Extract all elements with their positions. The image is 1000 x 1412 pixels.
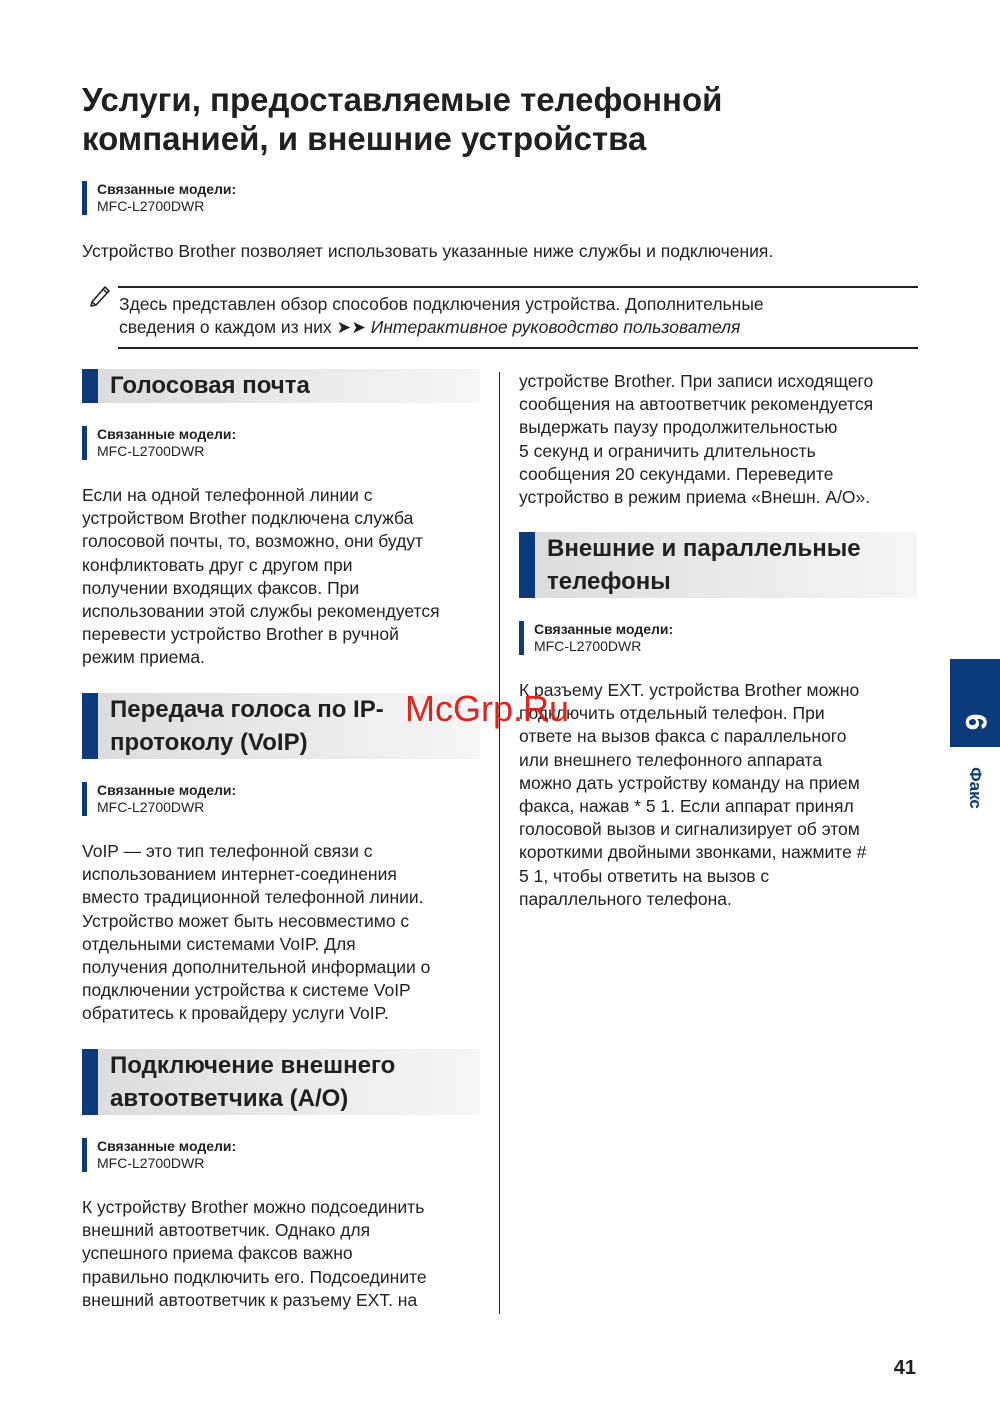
text-line: Устройство может быть несовместимо с (82, 910, 410, 931)
related-models-value: MFC-L2700DWR (97, 799, 205, 815)
text-line: или внешнего телефонного аппарата (519, 749, 823, 770)
text-line: VoIP — это тип телефонной связи с (82, 841, 373, 861)
section-title-line2: автоответчика (А/О) (110, 1085, 349, 1112)
column-divider (499, 372, 500, 1314)
text-line: получения дополнительной информации о (82, 957, 431, 978)
text-line: внешний автоответчик. Однако для (82, 1220, 371, 1241)
section-title-line1: Подключение внешнего (110, 1052, 396, 1079)
text-line: факса, нажав * 5 1. Если аппарат принял (519, 796, 854, 817)
text-line: голосовой вызов и сигнализирует об этом (519, 819, 860, 840)
text-line: устройство в режим приема «Внешн. А/О». (519, 487, 871, 508)
related-models-label: Связанные модели: (97, 782, 237, 798)
text-line: голосовой почты, то, возможно, они будут (82, 531, 424, 552)
note-text (119, 293, 899, 339)
tad-related-models (82, 1138, 236, 1172)
voicemail-related-models (82, 426, 236, 460)
user-guide-link[interactable]: Интерактивное руководство пользователя (370, 317, 741, 337)
text-line: сообщения на автоответчик рекомендуется (519, 394, 874, 415)
related-models-value: MFC-L2700DWR (97, 1155, 205, 1171)
text-line: короткими двойными звонками, нажмите # (519, 842, 867, 863)
related-models-label: Связанные модели: (97, 1138, 237, 1154)
text-line: успешного приема факсов важно (82, 1243, 353, 1264)
text-line: 5 секунд и ограничить длительность (519, 440, 816, 461)
note-rule-bottom (118, 347, 918, 349)
intro-text: Устройство Brother позволяет использовать указанные ниже службы и подключения. (82, 241, 774, 261)
text-line: внешний автоответчик к разъему EXT. на (82, 1289, 418, 1310)
voip-related-models (82, 782, 236, 816)
note-rule-top (118, 286, 918, 288)
related-models-value: MFC-L2700DWR (534, 638, 642, 654)
text-line: использовании этой службы рекомендуется (82, 601, 440, 622)
watermark: McGrp.Ru (405, 688, 570, 729)
phones-body (519, 679, 929, 911)
section-heading-voicemail (82, 369, 480, 403)
top-related-models (82, 181, 236, 215)
section-title-line2: протоколу (VoIP) (110, 729, 308, 756)
section-title-tad (110, 1049, 480, 1115)
text-line: вместо традиционной телефонной линии. (82, 887, 424, 908)
phones-related-models (519, 621, 673, 655)
section-title-line1: Внешние и параллельные (547, 535, 861, 562)
text-line: обратитесь к провайдеру услуги VoIP. (82, 1003, 389, 1024)
text-line: параллельного телефона. (519, 888, 732, 909)
voicemail-body (82, 484, 487, 670)
text-line: К устройству Brother можно подсоединить (82, 1197, 425, 1217)
text-line: режим приема. (82, 647, 205, 668)
text-line: сообщения 20 секундами. Переведите (519, 463, 834, 484)
page-title-line1: Услуги, предоставляемые телефонной (82, 81, 723, 118)
chapter-number: 6 (959, 713, 992, 731)
text-line: К разъему EXT. устройства Brother можно (519, 680, 860, 700)
note-line2-prefix: сведения о каждом из них ➤➤ (119, 317, 371, 337)
pencil-icon (86, 281, 114, 309)
text-line: ответе на вызов факса с параллельного (519, 726, 847, 747)
section-heading-tad (82, 1049, 480, 1115)
text-line: использованием интернет-соединения (82, 864, 397, 885)
text-line: устройством Brother подключена служба (82, 508, 414, 529)
tad-body (82, 1196, 487, 1312)
text-line: устройстве Brother. При записи исходящего (519, 371, 874, 391)
voip-body (82, 840, 487, 1026)
text-line: правильно подключить его. Подсоедините (82, 1266, 427, 1287)
tad-body-continued (519, 370, 929, 509)
section-heading-phones (519, 532, 917, 598)
related-models-label: Связанные модели: (97, 426, 237, 442)
text-line: Если на одной телефонной линии с (82, 485, 373, 505)
section-title-line1: Передача голоса по IP- (110, 696, 384, 723)
text-line: перевести устройство Brother в ручной (82, 624, 399, 645)
section-title-voicemail: Голосовая почта (110, 372, 310, 399)
page-title-line2: компанией, и внешние устройства (82, 120, 647, 157)
text-line: можно дать устройству команду на прием (519, 772, 860, 793)
chapter-label: Факс (966, 767, 985, 809)
section-title-phones (547, 532, 917, 598)
text-line: отдельными системами VoIP. Для (82, 933, 356, 954)
section-title-line2: телефоны (547, 568, 671, 595)
related-models-value: MFC-L2700DWR (97, 198, 205, 214)
related-models-label: Связанные модели: (97, 181, 237, 197)
text-line: выдержать паузу продолжительностью (519, 417, 838, 438)
text-line: подключении устройства к системе VoIP (82, 980, 411, 1001)
related-models-value: MFC-L2700DWR (97, 443, 205, 459)
page-number: 41 (893, 1357, 916, 1379)
note-line1: Здесь представлен обзор способов подключения устройства. Дополнительные (119, 294, 764, 314)
related-models-label: Связанные модели: (534, 621, 674, 637)
text-line: конфликтовать друг с другом при (82, 554, 353, 575)
text-line: подключить отдельный телефон. При (519, 703, 825, 724)
text-line: 5 1, чтобы ответить на вызов с (519, 865, 770, 886)
note-box (86, 281, 918, 349)
page-title (82, 80, 902, 158)
text-line: получении входящих факсов. При (82, 577, 360, 598)
